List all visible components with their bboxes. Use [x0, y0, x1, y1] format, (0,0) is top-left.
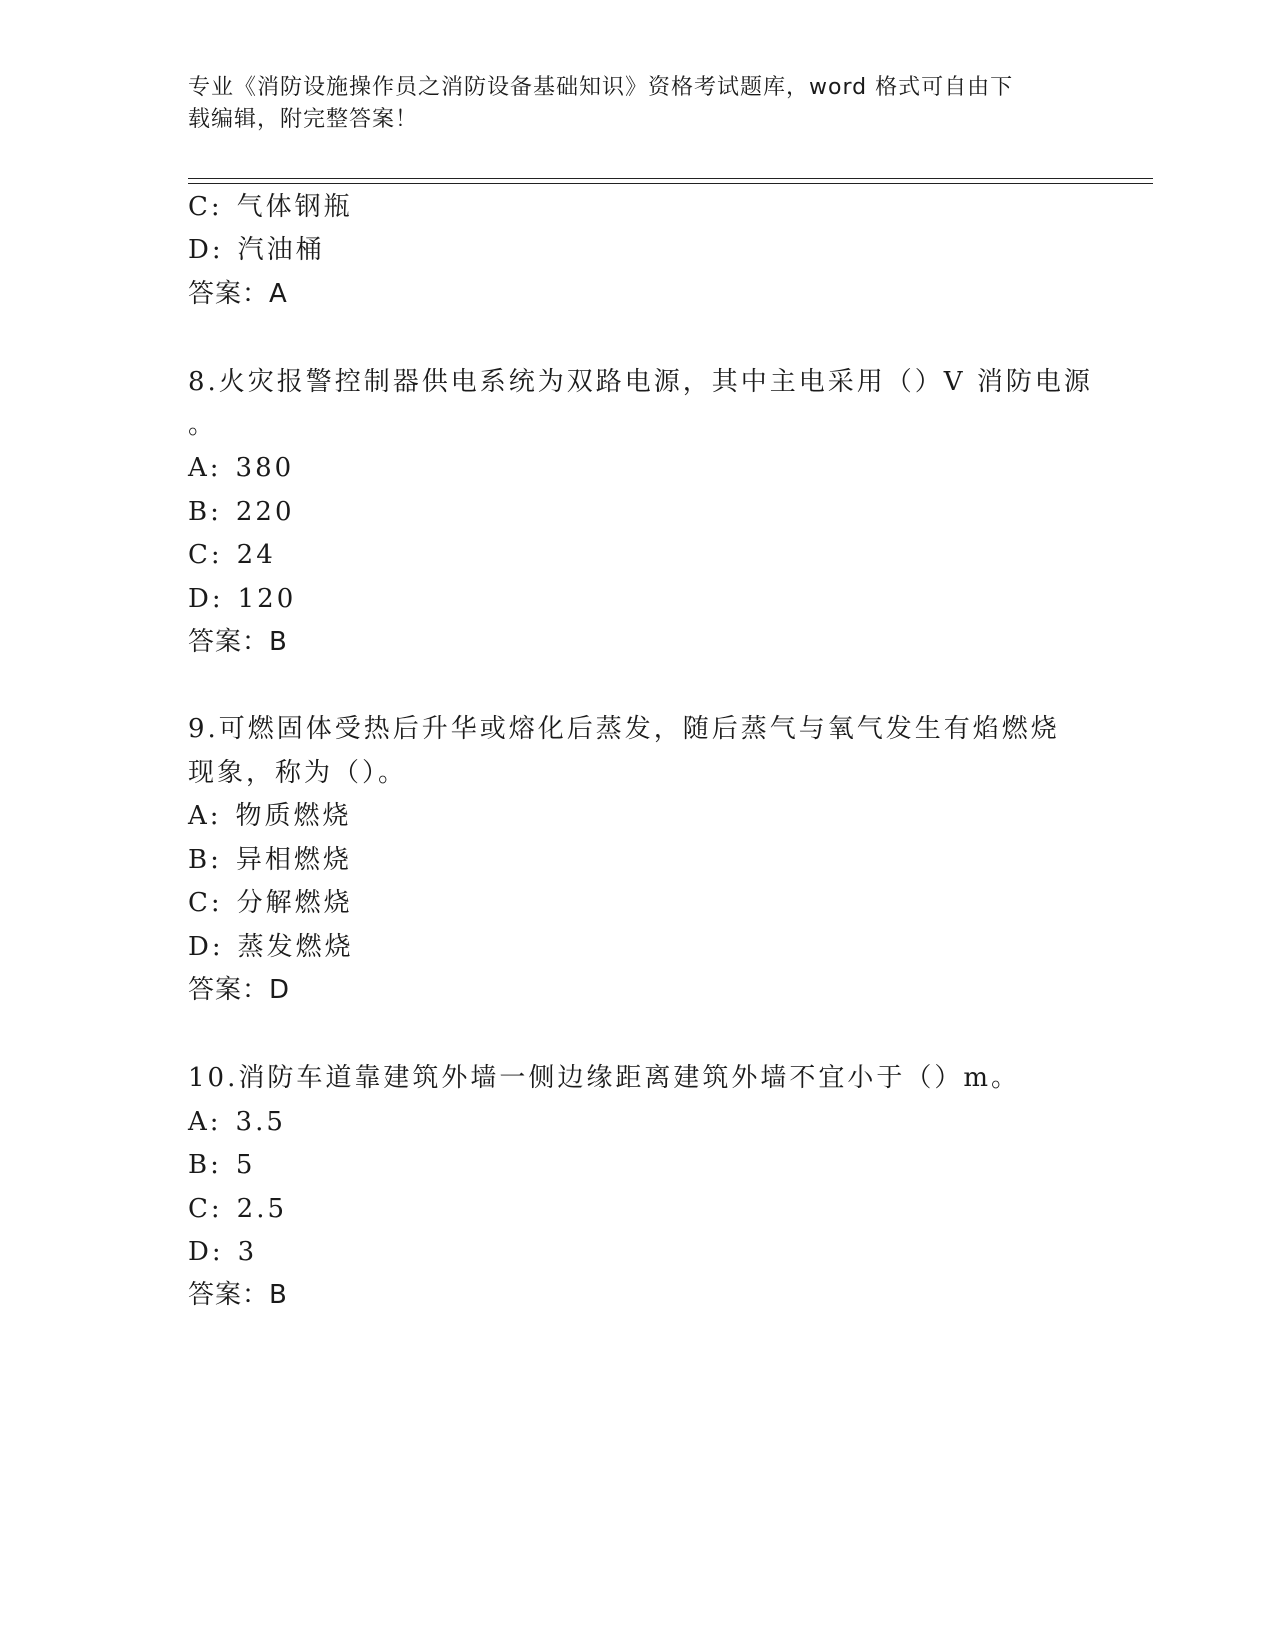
q8-stem-line-1: 8.火灾报警控制器供电系统为双路电源，其中主电采用（）V 消防电源: [188, 367, 1093, 397]
q9-stem-line-1: 9.可燃固体受热后升华或熔化后蒸发，随后蒸气与氧气发生有焰燃烧: [188, 714, 1060, 744]
header-line-1: 专业《消防设施操作员之消防设备基础知识》资格考试题库，word 格式可自由下: [188, 75, 1014, 100]
q8-option-b: [188, 495, 295, 529]
q7-option-d: [188, 233, 325, 267]
q10-stem-line-1: 10.消防车道靠建筑外墙一侧边缘距离建筑外墙不宜小于（）m。: [188, 1063, 1021, 1093]
q10-option-b: [188, 1148, 255, 1182]
option-label: C:: [188, 1194, 223, 1224]
option-text: 物质燃烧: [235, 801, 352, 831]
option-text: 2.5: [236, 1194, 288, 1224]
q9-option-d: [188, 930, 354, 964]
q9-option-c: [188, 886, 353, 920]
option-text: 5: [235, 1150, 256, 1180]
q10-option-c: [188, 1192, 287, 1226]
q8-answer: 答案：B: [188, 627, 288, 657]
q7-option-c: [188, 190, 353, 224]
header-line-2: 载编辑，附完整答案！: [188, 107, 419, 132]
option-label: B:: [188, 845, 222, 875]
q8-stem-line-2: 。: [188, 410, 218, 440]
header-divider-bottom: [188, 183, 1153, 184]
option-text: 380: [235, 453, 295, 483]
option-label: C:: [188, 540, 223, 570]
option-label: D:: [188, 932, 224, 962]
option-text: 3.5: [235, 1107, 286, 1137]
option-label: C:: [188, 888, 223, 918]
option-text: 气体钢瓶: [236, 192, 353, 222]
q10-option-d: [188, 1235, 257, 1269]
q10-answer: 答案：B: [188, 1280, 288, 1310]
q8-option-d: [188, 582, 296, 616]
option-text: 蒸发燃烧: [237, 932, 354, 962]
q10-option-a: [188, 1105, 286, 1139]
option-text: 24: [236, 540, 276, 570]
header-divider-top: [188, 178, 1153, 179]
option-label: C:: [188, 192, 223, 222]
option-text: 120: [237, 584, 297, 614]
option-label: D:: [188, 1237, 224, 1267]
option-label: D:: [188, 235, 224, 265]
option-label: B:: [188, 497, 222, 527]
q9-option-a: [188, 799, 352, 833]
q8-option-c: [188, 538, 276, 572]
q9-option-b: [188, 843, 352, 877]
option-text: 分解燃烧: [236, 888, 353, 918]
option-label: B:: [188, 1150, 222, 1180]
q9-stem-line-2: 现象，称为（）。: [188, 758, 408, 788]
option-text: 异相燃烧: [235, 845, 352, 875]
option-label: A:: [188, 801, 222, 831]
option-label: D:: [188, 584, 224, 614]
option-text: 3: [237, 1237, 258, 1267]
option-label: A:: [188, 1107, 222, 1137]
q8-option-a: [188, 451, 294, 485]
q9-answer: 答案：D: [188, 975, 291, 1005]
option-label: A:: [188, 453, 222, 483]
document-header: [188, 72, 1068, 136]
q7-answer: 答案：A: [188, 279, 288, 309]
option-text: 220: [235, 497, 295, 527]
option-text: 汽油桶: [237, 235, 325, 265]
